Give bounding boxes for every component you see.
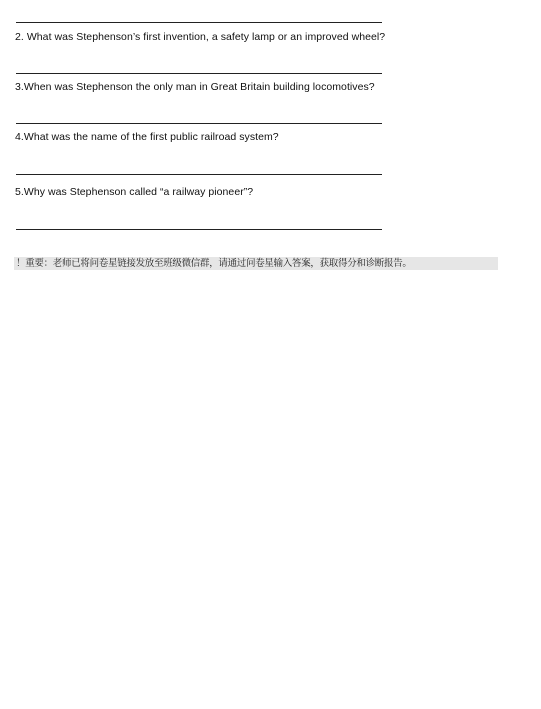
answer-line-2	[16, 73, 382, 74]
question-5: 5.Why was Stephenson called “a railway pioneer”?	[15, 186, 254, 198]
important-notice: ！重要：老师已将问卷星链接发放至班级微信群，请通过问卷星输入答案，获取得分和诊断报告。	[14, 257, 498, 270]
answer-line-1	[16, 22, 382, 23]
answer-line-4	[16, 174, 382, 175]
answer-line-3	[16, 123, 382, 124]
question-3: 3.When was Stephenson the only man in Great Britain building locomotives?	[15, 81, 375, 93]
answer-line-5	[16, 229, 382, 230]
question-4: 4.What was the name of the first public railroad system?	[15, 131, 279, 143]
question-2: 2. What was Stephenson’s first invention, a safety lamp or an improved wheel?	[15, 31, 386, 43]
